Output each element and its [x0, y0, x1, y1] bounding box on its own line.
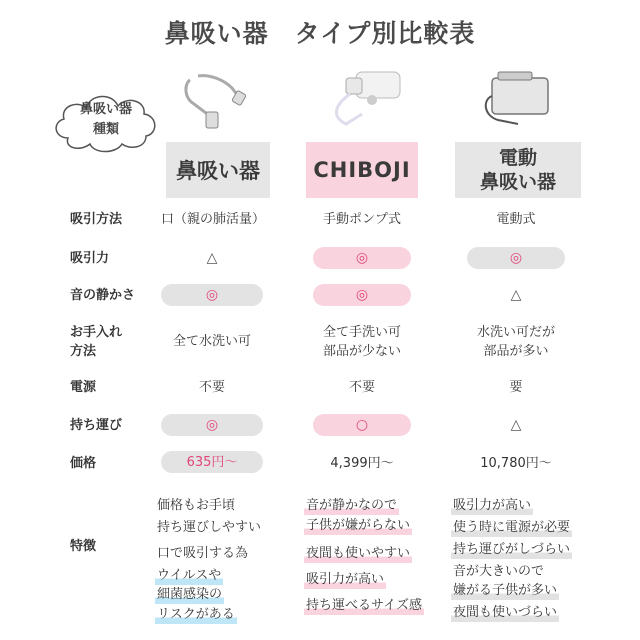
- cell-quietness-chiboji: [313, 284, 411, 306]
- cell-suction-power-oral: [161, 247, 263, 269]
- cell-care-electric-line1: 水洗い可だが: [476, 325, 555, 340]
- cell-care-chiboji: [313, 323, 411, 361]
- cell-care-oral: 全て水洗い可: [172, 334, 251, 349]
- feature-item: 持ち運びがしづらい: [453, 542, 571, 557]
- cloud-label: [46, 100, 166, 140]
- row-label-power-source: 電源: [70, 380, 97, 395]
- feature-item: 夜間も使いやすい: [306, 546, 411, 561]
- feature-item: 音が大きいので: [453, 564, 545, 579]
- feature-item: リスクがある: [157, 607, 235, 622]
- feature-item: 持ち運びしやすい: [157, 520, 262, 535]
- column-header-chiboji: CHIBOJI: [306, 142, 418, 198]
- feature-item: 持ち運べるサイズ感: [306, 598, 422, 613]
- price-value: 635円〜: [186, 454, 238, 470]
- manual-pump-aspirator-illustration-icon: [316, 64, 416, 134]
- rating-symbol: △: [206, 249, 218, 266]
- cell-power-source-oral: 不要: [198, 380, 225, 395]
- rating-symbol: ◎: [355, 249, 369, 266]
- oral-nasal-aspirator-illustration-icon: [180, 70, 250, 132]
- cell-power-source-electric: 要: [509, 380, 523, 395]
- cell-suction-method-electric: 電動式: [496, 212, 536, 227]
- feature-item: 嫌がる子供が多い: [453, 583, 558, 598]
- cell-suction-power-electric: [467, 247, 565, 269]
- feature-item: 使う時に電源が必要: [453, 520, 571, 535]
- feature-item: 細菌感染の: [157, 587, 223, 602]
- feature-item: 吸引力が高い: [453, 498, 532, 513]
- feature-item: 音が静かなので: [306, 498, 398, 513]
- row-label-suction-method: 吸引方法: [70, 212, 123, 227]
- cell-quietness-oral: [161, 284, 263, 306]
- features-oral: [155, 494, 295, 623]
- cell-portability-oral: [161, 414, 263, 436]
- cell-care-electric: [467, 323, 565, 361]
- cell-suction-method-oral: 口（親の肺活量）: [161, 212, 266, 227]
- rating-symbol: ◎: [355, 286, 369, 303]
- rating-symbol: △: [510, 286, 522, 303]
- column-header-electric-line1: 電動: [498, 147, 537, 169]
- row-label-care: [70, 323, 150, 361]
- feature-item: 口で吸引する為: [157, 546, 249, 561]
- cell-power-source-chiboji: 不要: [348, 380, 375, 395]
- row-label-care-line2: 方法: [70, 344, 97, 359]
- feature-item: 夜間も使いづらい: [453, 605, 558, 620]
- cell-portability-electric: [467, 414, 565, 436]
- features-chiboji: [304, 494, 444, 616]
- rating-symbol: △: [510, 416, 522, 433]
- column-header-electric-line2: 鼻吸い器: [479, 171, 556, 193]
- row-label-price: 価格: [70, 456, 97, 471]
- rating-symbol: ◎: [205, 286, 219, 303]
- cell-care-chiboji-line1: 全て手洗い可: [322, 325, 401, 340]
- cell-care-chiboji-line2: 部品が少ない: [322, 344, 401, 359]
- electric-aspirator-illustration-icon: [478, 66, 558, 132]
- cloud-label-line1: 鼻吸い器: [79, 102, 132, 117]
- column-header-electric: [455, 142, 581, 198]
- features-electric: [451, 494, 601, 623]
- rating-symbol: ◎: [205, 416, 219, 433]
- feature-item: 価格もお手頃: [157, 498, 236, 513]
- row-label-care-line1: お手入れ: [70, 325, 123, 340]
- row-label-portability: 持ち運び: [70, 418, 123, 433]
- rating-symbol: ◎: [509, 249, 523, 266]
- cell-suction-power-chiboji: [313, 247, 411, 269]
- cloud-label-line2: 種類: [92, 122, 119, 137]
- feature-item: 子供が嫌がらない: [306, 518, 411, 533]
- cell-quietness-electric: [467, 284, 565, 306]
- feature-item: 吸引力が高い: [306, 572, 385, 587]
- cell-price-chiboji: 4,399円〜: [330, 456, 394, 471]
- cell-portability-chiboji: [313, 414, 411, 436]
- feature-item: ウイルスや: [157, 568, 222, 583]
- page-title: 鼻吸い器 タイプ別比較表: [164, 19, 476, 48]
- row-label-suction-power: 吸引力: [70, 251, 110, 266]
- row-label-features: 特徴: [70, 539, 97, 554]
- cell-price-oral: [161, 451, 263, 473]
- cell-care-electric-line2: 部品が多い: [483, 344, 549, 359]
- column-header-oral: 鼻吸い器: [166, 142, 270, 198]
- row-label-quietness: 音の静かさ: [70, 288, 136, 303]
- cell-price-electric: 10,780円〜: [480, 456, 552, 471]
- cell-suction-method-chiboji: 手動ポンプ式: [322, 212, 401, 227]
- rating-symbol: ○: [355, 416, 369, 433]
